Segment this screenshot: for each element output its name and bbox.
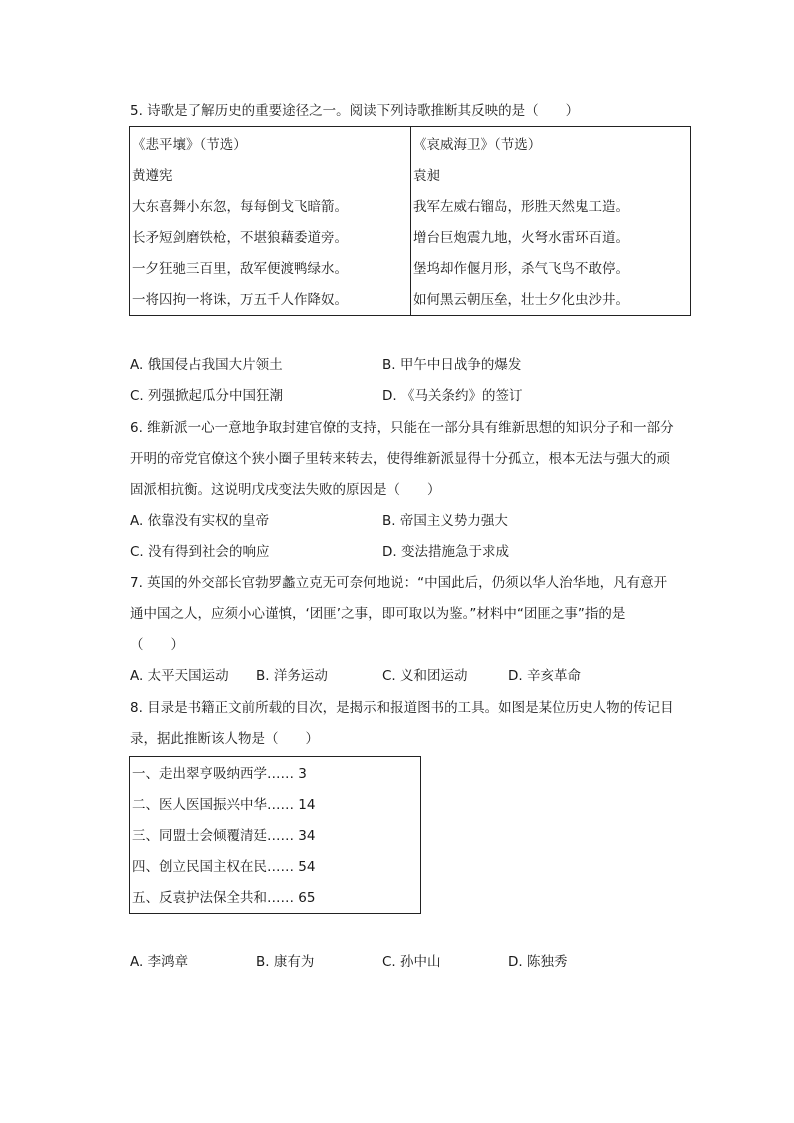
toc-entry: 二、医人医国振兴中华…… 14 [132,797,316,813]
question-8 [130,693,692,755]
toc-entry: 五、反袁护法保全共和…… 65 [132,890,316,906]
question-8-stem-line: 8. 目录是书籍正文前所载的目次，是揭示和报道图书的工具。如图是某位历史人物的传记目 [130,700,674,716]
poem-left [130,127,411,315]
option-d[interactable]: D. 变法措施急于求成 [382,544,509,560]
toc-entry: 四、创立民国主权在民…… 54 [132,859,316,875]
question-5-options [130,350,692,412]
question-7-stem-line: 7. 英国的外交部长官勃罗蠡立克无可奈何地说：“中国此后，仍须以华人治华地，凡有意开 [130,575,668,591]
poem-left-line: 大东喜舞小东忽，每每倒戈飞暗箭。 [132,199,348,215]
poem-right-line: 增台巨炮震九地，火弩水雷环百道。 [413,230,629,246]
poem-right [411,127,690,315]
option-a[interactable]: A. 俄国侵占我国大片领土 [130,357,283,373]
option-c[interactable]: C. 列强掀起瓜分中国狂潮 [130,388,284,404]
toc-entry: 一、走出翠亨吸纳西学…… 3 [132,766,307,782]
poem-left-line: 一夕狂驰三百里，敌军便渡鸭绿水。 [132,261,348,277]
option-d[interactable]: D. 辛亥革命 [508,668,581,684]
poem-left-line: 长矛短剑磨铁枪，不堪狼藉委道旁。 [132,230,348,246]
option-d[interactable]: D. 陈独秀 [508,954,568,970]
question-6 [130,413,692,506]
question-6-stem-line: 6. 维新派一心一意地争取封建官僚的支持，只能在一部分具有维新思想的知识分子和一部分 [130,420,674,436]
question-8-stem-line: 录，据此推断该人物是（ ） [130,731,319,747]
question-6-options [130,506,692,568]
option-a[interactable]: A. 太平天国运动 [130,668,229,684]
question-5-stem: 5. 诗歌是了解历史的重要途径之一。阅读下列诗歌推断其反映的是（ ） [130,103,580,119]
question-7-stem-line: （ ） [130,637,184,653]
option-b[interactable]: B. 甲午中日战争的爆发 [382,357,522,373]
table-of-contents [129,756,421,914]
question-6-stem-line: 固派相抗衡。这说明戊戌变法失败的原因是（ ） [130,482,441,498]
poem-right-title: 《哀威海卫》（节选） [413,137,542,153]
option-c[interactable]: C. 孙中山 [382,954,441,970]
poem-left-line: 一将囚拘一将诛，万五千人作降奴。 [132,292,348,308]
question-7-options [130,661,692,692]
poem-right-author: 袁昶 [413,168,440,184]
option-a[interactable]: A. 李鸿章 [130,954,189,970]
question-7 [130,568,692,661]
option-b[interactable]: B. 帝国主义势力强大 [382,513,508,529]
option-a[interactable]: A. 依靠没有实权的皇帝 [130,513,270,529]
poem-right-line: 我军左威右镏岛，形胜天然鬼工造。 [413,199,629,215]
poem-right-line: 如何黑云朝压垒，壮士夕化虫沙井。 [413,292,629,308]
option-c[interactable]: C. 没有得到社会的响应 [130,544,270,560]
poem-left-title: 《悲平壤》（节选） [132,137,247,153]
question-8-options [130,947,692,978]
poem-table [129,126,691,316]
option-c[interactable]: C. 义和团运动 [382,668,468,684]
option-b[interactable]: B. 康有为 [256,954,315,970]
option-b[interactable]: B. 洋务运动 [256,668,328,684]
toc-entry: 三、同盟士会倾覆清廷…… 34 [132,828,316,844]
poem-right-line: 堡坞却作偃月形，杀气飞鸟不敢停。 [413,261,629,277]
poem-left-author: 黄遵宪 [132,168,173,184]
question-5 [130,96,692,127]
option-d[interactable]: D. 《马关条约》的签订 [382,388,523,404]
question-6-stem-line: 开明的帝党官僚这个狭小圈子里转来转去，使得维新派显得十分孤立，根本无法与强大的顽 [130,451,670,467]
question-7-stem-line: 通中国之人，应须小心谨慎，‘团匪’之事，即可取以为鉴。”材料中“团匪之事”指的是 [130,606,626,622]
